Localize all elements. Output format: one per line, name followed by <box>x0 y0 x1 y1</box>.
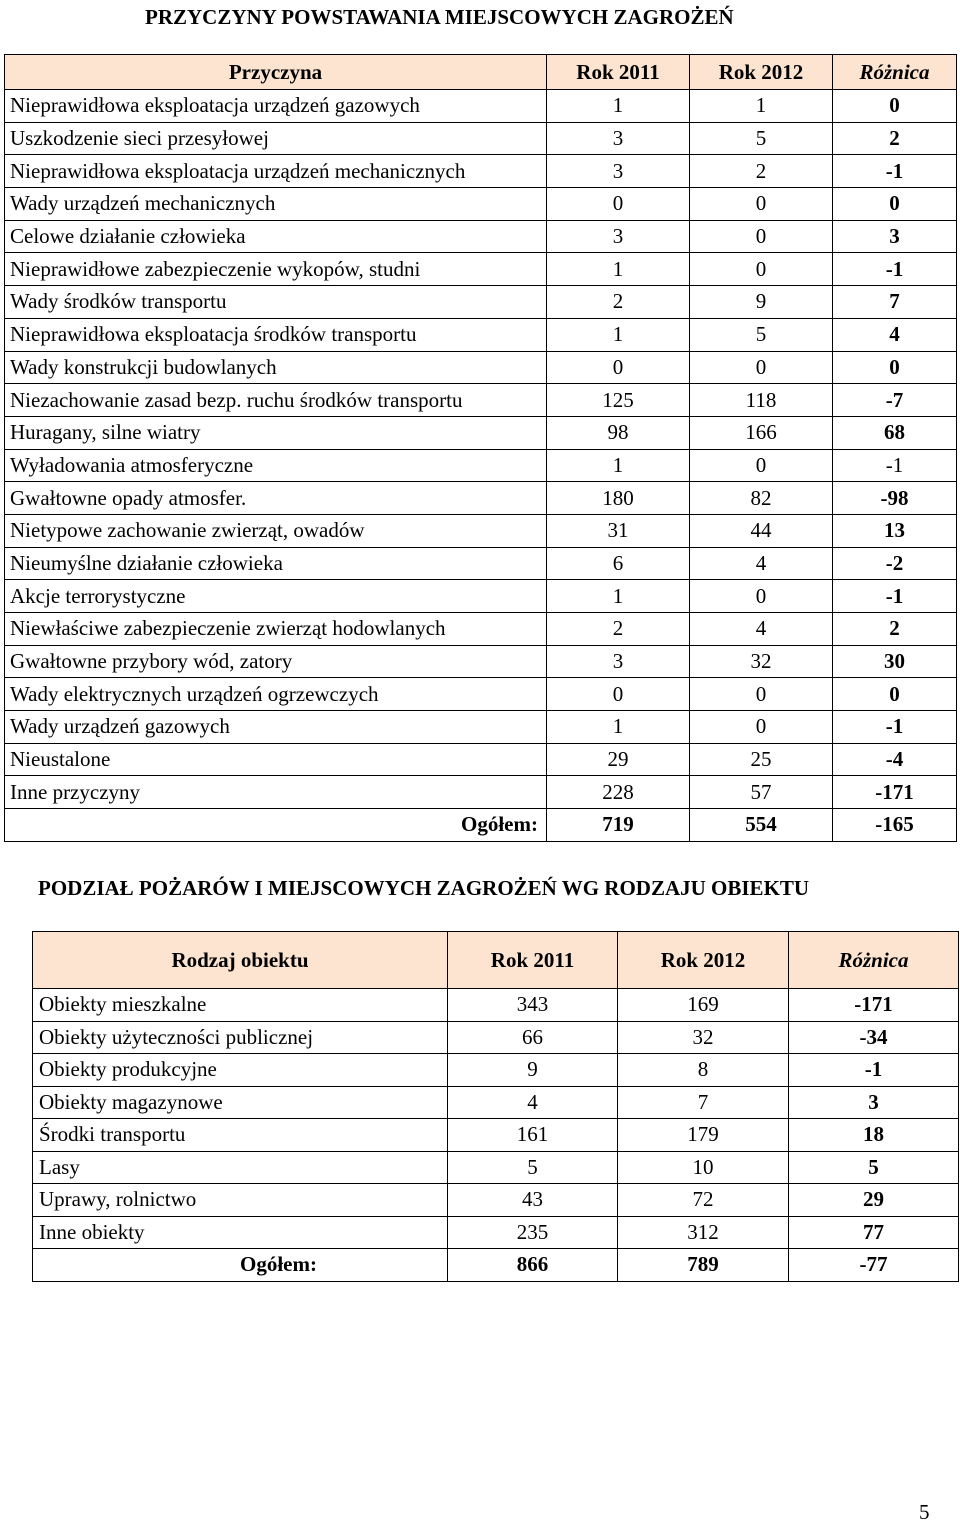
value-2011: 235 <box>448 1216 618 1249</box>
row-label: Wady urządzeń gazowych <box>5 711 547 744</box>
value-difference: 3 <box>833 220 957 253</box>
value-difference: 0 <box>833 188 957 221</box>
value-difference: -4 <box>833 743 957 776</box>
causes-table-body <box>5 90 957 809</box>
value-2012: 10 <box>618 1151 789 1184</box>
row-label: Wady urządzeń mechanicznych <box>5 188 547 221</box>
value-2012: 9 <box>690 286 833 319</box>
value-2012: 44 <box>690 514 833 547</box>
value-2012: 0 <box>690 711 833 744</box>
value-2011: 343 <box>448 989 618 1022</box>
row-label: Akcje terrorystyczne <box>5 580 547 613</box>
value-2011: 4 <box>448 1086 618 1119</box>
value-2011: 29 <box>547 743 690 776</box>
table-row <box>5 678 957 711</box>
table-row <box>33 1119 959 1152</box>
row-label: Nieumyślne działanie człowieka <box>5 547 547 580</box>
row-label: Obiekty mieszkalne <box>33 989 448 1022</box>
table-header-row <box>5 55 957 90</box>
causes-table-title: PRZYCZYNY POWSTAWANIA MIEJSCOWYCH ZAGROŻEŃ <box>145 5 734 29</box>
value-difference: 7 <box>833 286 957 319</box>
value-2012: 25 <box>690 743 833 776</box>
row-label: Huragany, silne wiatry <box>5 416 547 449</box>
table-row <box>5 547 957 580</box>
header-year-2012: Rok 2012 <box>690 55 833 90</box>
row-label: Lasy <box>33 1151 448 1184</box>
row-label: Nieustalone <box>5 743 547 776</box>
table-row <box>33 1151 959 1184</box>
object-type-table-title: PODZIAŁ POŻARÓW I MIEJSCOWYCH ZAGROŻEŃ WG RODZAJU OBIEKTU <box>38 876 810 900</box>
value-difference: -7 <box>833 384 957 417</box>
value-difference: 0 <box>833 90 957 123</box>
value-difference: 29 <box>789 1184 959 1217</box>
value-2011: 0 <box>547 351 690 384</box>
value-2012: 0 <box>690 188 833 221</box>
row-label: Niezachowanie zasad bezp. ruchu środków transportu <box>5 384 547 417</box>
value-2011: 2 <box>547 613 690 646</box>
value-2011: 125 <box>547 384 690 417</box>
value-difference: 2 <box>833 613 957 646</box>
object-type-table <box>32 931 959 1282</box>
value-difference: 5 <box>789 1151 959 1184</box>
value-2012: 4 <box>690 547 833 580</box>
row-label: Uprawy, rolnictwo <box>33 1184 448 1217</box>
value-difference: 18 <box>789 1119 959 1152</box>
value-difference: -1 <box>833 449 957 482</box>
row-label: Uszkodzenie sieci przesyłowej <box>5 122 547 155</box>
table-row <box>33 1054 959 1087</box>
value-2011: 1 <box>547 90 690 123</box>
value-2011: 0 <box>547 678 690 711</box>
value-difference: 3 <box>789 1086 959 1119</box>
value-2011: 98 <box>547 416 690 449</box>
total-year-2012: 789 <box>618 1249 789 1282</box>
total-year-2011: 866 <box>448 1249 618 1282</box>
value-difference: 0 <box>833 351 957 384</box>
row-label: Inne obiekty <box>33 1216 448 1249</box>
table-row <box>5 286 957 319</box>
value-2012: 72 <box>618 1184 789 1217</box>
table-row <box>5 743 957 776</box>
header-difference: Różnica <box>789 932 959 989</box>
value-2011: 9 <box>448 1054 618 1087</box>
object-type-table-body <box>33 989 959 1249</box>
table-row <box>5 514 957 547</box>
value-2012: 0 <box>690 351 833 384</box>
total-label: Ogółem: <box>5 809 547 842</box>
row-label: Obiekty produkcyjne <box>33 1054 448 1087</box>
value-2011: 31 <box>547 514 690 547</box>
table-row <box>33 989 959 1022</box>
table-row <box>5 613 957 646</box>
value-2011: 1 <box>547 253 690 286</box>
row-label: Obiekty magazynowe <box>33 1086 448 1119</box>
total-row <box>33 1249 959 1282</box>
total-year-2011: 719 <box>547 809 690 842</box>
value-2012: 32 <box>618 1021 789 1054</box>
value-difference: 0 <box>833 678 957 711</box>
value-difference: 68 <box>833 416 957 449</box>
row-label: Wady środków transportu <box>5 286 547 319</box>
table-row <box>5 580 957 613</box>
value-2011: 2 <box>547 286 690 319</box>
table-row <box>5 711 957 744</box>
value-difference: -171 <box>789 989 959 1022</box>
value-difference: -34 <box>789 1021 959 1054</box>
value-difference: -171 <box>833 776 957 809</box>
value-2011: 3 <box>547 645 690 678</box>
table-row <box>5 188 957 221</box>
value-difference: -1 <box>833 155 957 188</box>
value-2012: 2 <box>690 155 833 188</box>
value-difference: -2 <box>833 547 957 580</box>
total-year-2012: 554 <box>690 809 833 842</box>
table-header-row <box>33 932 959 989</box>
table-row <box>5 384 957 417</box>
value-difference: -98 <box>833 482 957 515</box>
row-label: Wady konstrukcji budowlanych <box>5 351 547 384</box>
row-label: Wyładowania atmosferyczne <box>5 449 547 482</box>
table-row <box>5 318 957 351</box>
value-2011: 66 <box>448 1021 618 1054</box>
table-row <box>5 645 957 678</box>
total-row <box>5 809 957 842</box>
value-2011: 1 <box>547 318 690 351</box>
row-label: Nietypowe zachowanie zwierząt, owadów <box>5 514 547 547</box>
value-difference: -1 <box>833 580 957 613</box>
table-row <box>5 155 957 188</box>
value-2012: 0 <box>690 220 833 253</box>
value-difference: 13 <box>833 514 957 547</box>
value-2011: 1 <box>547 711 690 744</box>
table-row <box>5 122 957 155</box>
value-2011: 3 <box>547 155 690 188</box>
value-2012: 0 <box>690 580 833 613</box>
value-difference: 77 <box>789 1216 959 1249</box>
value-2011: 5 <box>448 1151 618 1184</box>
row-label: Nieprawidłowa eksploatacja środków transportu <box>5 318 547 351</box>
total-difference: -77 <box>789 1249 959 1282</box>
total-difference: -165 <box>833 809 957 842</box>
value-2011: 0 <box>547 188 690 221</box>
causes-table <box>4 54 957 842</box>
table-row <box>33 1184 959 1217</box>
value-2012: 4 <box>690 613 833 646</box>
value-2012: 5 <box>690 122 833 155</box>
row-label: Nieprawidłowa eksploatacja urządzeń mechanicznych <box>5 155 547 188</box>
value-2012: 179 <box>618 1119 789 1152</box>
value-2011: 3 <box>547 122 690 155</box>
value-2012: 82 <box>690 482 833 515</box>
value-2012: 32 <box>690 645 833 678</box>
value-2012: 57 <box>690 776 833 809</box>
value-difference: -1 <box>833 711 957 744</box>
header-object-type: Rodzaj obiektu <box>33 932 448 989</box>
table-row <box>5 90 957 123</box>
value-2012: 166 <box>690 416 833 449</box>
value-2012: 169 <box>618 989 789 1022</box>
value-2011: 6 <box>547 547 690 580</box>
value-2011: 43 <box>448 1184 618 1217</box>
table-row <box>5 220 957 253</box>
value-2011: 180 <box>547 482 690 515</box>
value-2011: 161 <box>448 1119 618 1152</box>
table-row <box>33 1216 959 1249</box>
value-2011: 3 <box>547 220 690 253</box>
value-difference: -1 <box>789 1054 959 1087</box>
value-2012: 7 <box>618 1086 789 1119</box>
header-year-2012: Rok 2012 <box>618 932 789 989</box>
table-row <box>33 1021 959 1054</box>
row-label: Środki transportu <box>33 1119 448 1152</box>
table-row <box>5 776 957 809</box>
value-2012: 0 <box>690 253 833 286</box>
value-2011: 228 <box>547 776 690 809</box>
total-label: Ogółem: <box>33 1249 448 1282</box>
value-2012: 5 <box>690 318 833 351</box>
row-label: Niewłaściwe zabezpieczenie zwierząt hodowlanych <box>5 613 547 646</box>
page-number: 5 <box>919 1500 930 1524</box>
row-label: Celowe działanie człowieka <box>5 220 547 253</box>
row-label: Inne przyczyny <box>5 776 547 809</box>
value-difference: 2 <box>833 122 957 155</box>
row-label: Obiekty użyteczności publicznej <box>33 1021 448 1054</box>
table-row <box>5 416 957 449</box>
value-2012: 118 <box>690 384 833 417</box>
table-row <box>5 482 957 515</box>
value-2012: 312 <box>618 1216 789 1249</box>
value-difference: 30 <box>833 645 957 678</box>
table-row <box>5 449 957 482</box>
header-difference: Różnica <box>833 55 957 90</box>
value-2012: 1 <box>690 90 833 123</box>
row-label: Nieprawidłowe zabezpieczenie wykopów, studni <box>5 253 547 286</box>
row-label: Gwałtowne przybory wód, zatory <box>5 645 547 678</box>
value-difference: 4 <box>833 318 957 351</box>
row-label: Gwałtowne opady atmosfer. <box>5 482 547 515</box>
table-row <box>5 351 957 384</box>
table-row <box>5 253 957 286</box>
header-year-2011: Rok 2011 <box>547 55 690 90</box>
table-row <box>33 1086 959 1119</box>
value-2011: 1 <box>547 580 690 613</box>
value-difference: -1 <box>833 253 957 286</box>
value-2012: 0 <box>690 678 833 711</box>
row-label: Nieprawidłowa eksploatacja urządzeń gazowych <box>5 90 547 123</box>
header-year-2011: Rok 2011 <box>448 932 618 989</box>
row-label: Wady elektrycznych urządzeń ogrzewczych <box>5 678 547 711</box>
value-2012: 8 <box>618 1054 789 1087</box>
value-2011: 1 <box>547 449 690 482</box>
header-cause: Przyczyna <box>5 55 547 90</box>
value-2012: 0 <box>690 449 833 482</box>
